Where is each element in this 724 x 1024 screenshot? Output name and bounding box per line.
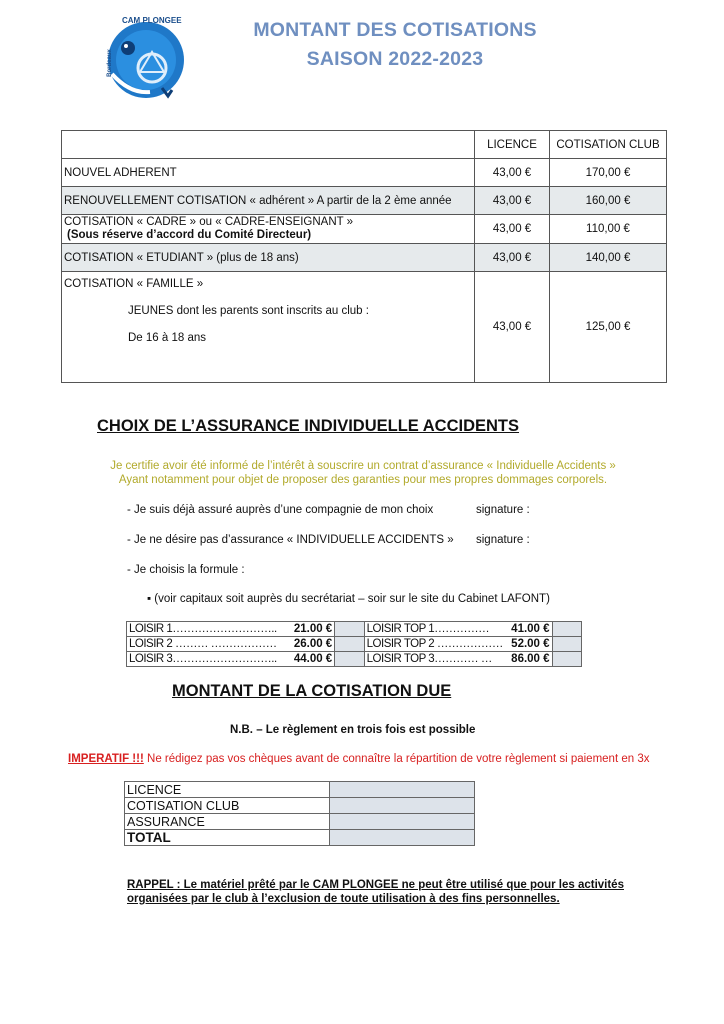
option-already-insured: - Je suis déjà assuré auprès d’une compagnie de mon choix bbox=[127, 504, 434, 516]
summary-value-field[interactable] bbox=[330, 782, 475, 798]
table-header-row bbox=[62, 131, 667, 159]
formula-right-cell bbox=[364, 622, 552, 637]
summary-label: LICENCE bbox=[125, 782, 330, 798]
table-row bbox=[62, 244, 667, 272]
row-label: COTISATION « FAMILLE » bbox=[64, 278, 204, 290]
formula-right-price: 52.00 € bbox=[511, 638, 550, 650]
formula-checkbox[interactable] bbox=[335, 637, 364, 652]
table-header-empty bbox=[62, 131, 475, 159]
formula-left-label: LOISIR 1……………………….. bbox=[129, 623, 277, 635]
table-row bbox=[125, 798, 475, 814]
formula-checkbox[interactable] bbox=[335, 622, 364, 637]
option-choose-formula: - Je choisis la formule : bbox=[127, 564, 245, 576]
page-subtitle: SAISON 2022-2023 bbox=[306, 48, 484, 70]
table-row bbox=[127, 637, 582, 652]
row-label: COTISATION « ETUDIANT » (plus de 18 ans) bbox=[62, 244, 475, 272]
table-header-licence: LICENCE bbox=[475, 131, 550, 159]
fees-table bbox=[61, 130, 667, 383]
row-label-cell bbox=[62, 272, 475, 383]
row-licence: 43,00 € bbox=[475, 215, 550, 244]
table-row bbox=[127, 622, 582, 637]
formula-left-cell bbox=[127, 652, 335, 667]
row-club: 160,00 € bbox=[550, 187, 667, 215]
logo-side-text: Bordeaux bbox=[106, 49, 113, 77]
table-row bbox=[62, 272, 667, 383]
formula-right-price: 41.00 € bbox=[511, 623, 550, 635]
summary-label: ASSURANCE bbox=[125, 814, 330, 830]
page-title: MONTANT DES COTISATIONS bbox=[253, 19, 537, 41]
signature-label-1: signature : bbox=[476, 504, 530, 516]
table-row bbox=[127, 652, 582, 667]
formula-checkbox[interactable] bbox=[335, 652, 364, 667]
row-note: (Sous réserve d’accord du Comité Directeur) bbox=[67, 229, 312, 241]
table-row bbox=[125, 814, 475, 830]
row-club: 170,00 € bbox=[550, 159, 667, 187]
row-label: RENOUVELLEMENT COTISATION « adhérent » A partir de la 2 ème année bbox=[62, 187, 475, 215]
summary-value-field[interactable] bbox=[330, 798, 475, 814]
formula-right-label: LOISIR TOP 2 ……………… bbox=[366, 638, 503, 650]
imperatif-text: Ne rédigez pas vos chèques avant de connaître la répartition de votre règlement si paiement en 3x bbox=[143, 753, 650, 765]
imperatif-label: IMPERATIF !!! bbox=[68, 753, 144, 765]
formula-right-label: LOISIR TOP 1…………… bbox=[366, 623, 490, 635]
table-row bbox=[62, 159, 667, 187]
row-club: 125,00 € bbox=[550, 272, 667, 383]
option-no-insurance: - Je ne désire pas d’assurance « INDIVIDUELLE ACCIDENTS » bbox=[127, 534, 454, 546]
certification-line-2: Ayant notamment pour objet de proposer des garanties pour mes propres dommages corporels. bbox=[118, 474, 608, 486]
formula-right-cell bbox=[364, 652, 552, 667]
club-logo bbox=[100, 14, 188, 102]
summary-total-label: TOTAL bbox=[125, 830, 330, 846]
row-label: COTISATION « CADRE » ou « CADRE-ENSEIGNANT » bbox=[64, 216, 354, 228]
table-header-club: COTISATION CLUB bbox=[550, 131, 667, 159]
formula-checkbox[interactable] bbox=[552, 637, 581, 652]
formula-left-cell bbox=[127, 622, 335, 637]
row-licence: 43,00 € bbox=[475, 159, 550, 187]
formula-left-price: 44.00 € bbox=[293, 653, 333, 665]
row-label-cell bbox=[62, 215, 475, 244]
formula-left-label: LOISIR 2 ……… ……………… bbox=[129, 638, 277, 650]
formula-right-price: 86.00 € bbox=[511, 653, 550, 665]
formula-right-label: LOISIR TOP 3………… … bbox=[366, 653, 492, 665]
formula-table bbox=[126, 621, 582, 667]
formula-checkbox[interactable] bbox=[552, 652, 581, 667]
formula-left-cell bbox=[127, 637, 335, 652]
summary-table bbox=[124, 781, 475, 846]
imperatif-notice bbox=[68, 753, 649, 765]
row-licence: 43,00 € bbox=[475, 187, 550, 215]
formula-left-price: 21.00 € bbox=[293, 623, 333, 635]
row-label: NOUVEL ADHERENT bbox=[62, 159, 475, 187]
row-club: 110,00 € bbox=[550, 215, 667, 244]
formula-checkbox[interactable] bbox=[552, 622, 581, 637]
summary-value-field[interactable] bbox=[330, 814, 475, 830]
table-row bbox=[62, 215, 667, 244]
formula-info-bullet: ▪ (voir capitaux soit auprès du secrétariat – soir sur le site du Cabinet LAFONT) bbox=[147, 593, 550, 605]
certification-line-1: Je certifie avoir été informé de l’intérêt à souscrire un contrat d’assurance « Individuelle Accidents » bbox=[110, 460, 616, 472]
signature-label-2: signature : bbox=[476, 534, 530, 546]
table-row bbox=[62, 187, 667, 215]
row-licence: 43,00 € bbox=[475, 244, 550, 272]
formula-left-price: 26.00 € bbox=[293, 638, 333, 650]
rappel-notice: RAPPEL : Le matériel prêté par le CAM PLONGEE ne peut être utilisé que pour les activités organisées par le club à l’exclusion de toute utilisation à des fins personnelles. bbox=[127, 879, 624, 905]
table-row bbox=[125, 830, 475, 846]
insurance-heading: CHOIX DE L’ASSURANCE INDIVIDUELLE ACCIDENTS bbox=[97, 417, 520, 435]
table-row bbox=[125, 782, 475, 798]
formula-right-cell bbox=[364, 637, 552, 652]
row-club: 140,00 € bbox=[550, 244, 667, 272]
due-heading: MONTANT DE LA COTISATION DUE bbox=[172, 682, 452, 700]
row-sub1: JEUNES dont les parents sont inscrits au club : bbox=[128, 305, 369, 317]
row-sub2: De 16 à 18 ans bbox=[128, 332, 207, 344]
logo-text: CAM PLONGEE bbox=[122, 16, 182, 25]
summary-label: COTISATION CLUB bbox=[125, 798, 330, 814]
payment-note: N.B. – Le règlement en trois fois est possible bbox=[230, 724, 476, 736]
row-licence: 43,00 € bbox=[475, 272, 550, 383]
summary-total-field[interactable] bbox=[330, 830, 475, 846]
formula-left-label: LOISIR 3……………………….. bbox=[129, 653, 277, 665]
